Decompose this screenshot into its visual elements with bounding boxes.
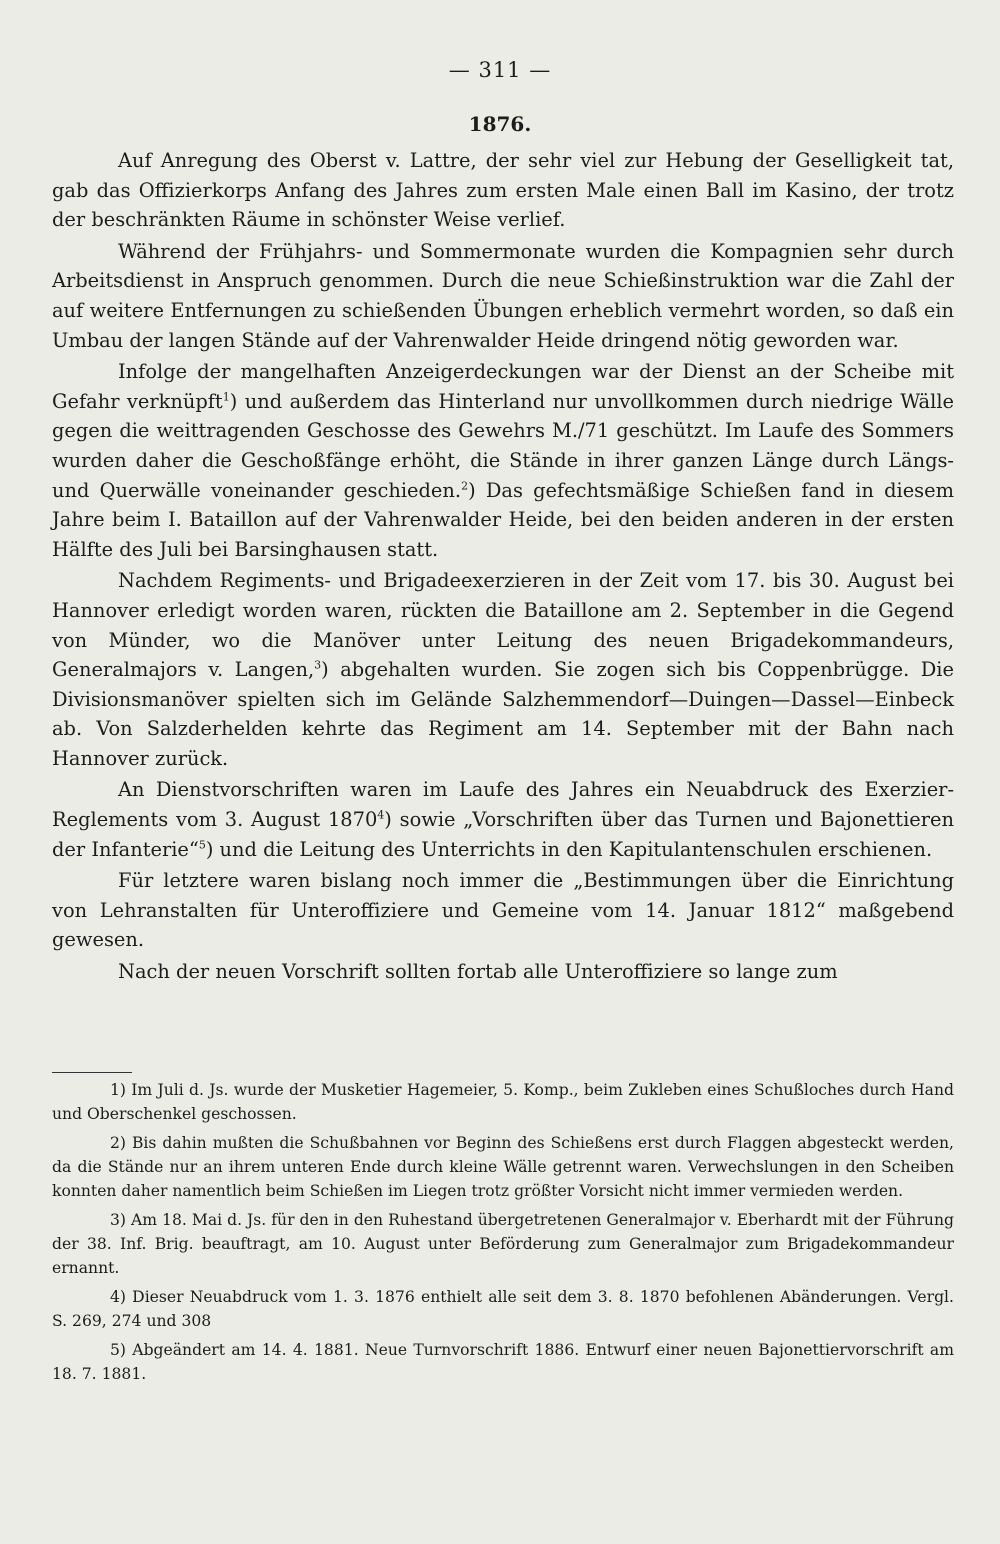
paragraph — [52, 775, 954, 864]
footnote-ref: 5 — [198, 838, 206, 852]
text-run: ) und außerdem das Hinterland nur unvollkommen durch niedrige Wälle gegen die weittragenden Geschosse des Gewehrs M./71 geschützt. Im Laufe des Sommers wurden daher die Geschoßfänge erhöht, die Stände in ihrer ganzen Länge durch Längs- und Querwälle voneinander geschieden. — [52, 389, 954, 502]
footnote: 3) Am 18. Mai d. Js. für den in den Ruhestand übergetretenen Generalmajor v. Eberhardt mit der Führung der 38. Inf. Brig. beauftragt, am 10. August unter Beförderung zum Generalmajor zum Brigadekommandeur ernannt. — [52, 1211, 954, 1277]
text-run: ) sowie „Vorschriften über das Turnen und Bajonettieren der Infanterie“ — [52, 808, 954, 861]
paragraph: Für letztere waren bislang noch immer die „Bestimmungen über die Einrichtung von Lehranstalten für Unteroffiziere und Gemeine vom 14. Januar 1812“ maßgebend gewesen. — [52, 869, 954, 952]
text-run: An Dienstvorschriften waren im Laufe des Jahres ein Neuabdruck des Exerzier-Reglements vom 3. August 1870 — [52, 778, 954, 832]
text-run: ) Das gefechtsmäßige Schießen fand in diesem Jahre beim I. Bataillon auf der Vahrenwalder Heide, bei den beiden anderen in der ersten Hälfte des Juli bei Barsinghausen statt. — [52, 478, 954, 561]
text-run: Infolge der mangelhaften Anzeigerdeckungen war der Dienst an der Scheibe mit Gefahr verknüpft — [52, 360, 954, 413]
main-text — [52, 146, 954, 989]
text-run: ) und die Leitung des Unterrichts in den Kapitulantenschulen erschienen. — [205, 837, 933, 861]
footnote-ref: 3 — [314, 658, 322, 672]
footnote-ref: 1 — [222, 390, 230, 404]
footnote-ref: 4 — [377, 808, 385, 822]
text-run: ) abgehalten wurden. Sie zogen sich bis Coppenbrügge. Die Divisionsmanöver spielten sich im Gelände Salzhemmendorf—Duingen—Dassel—Einbeck ab. Von Salzderhelden kehrte das Regiment am 14. September mit der Bahn nach Hannover zurück. — [52, 658, 954, 770]
section-year-heading: 1876. — [468, 112, 532, 136]
paragraph — [52, 357, 954, 564]
footnote: 2) Bis dahin mußten die Schußbahnen vor Beginn des Schießens erst durch Flaggen abgesteckt werden, da die Stände nur an ihrem unteren Ende durch kleine Wälle getrennt waren. Verwechslungen in den Scheiben konnten daher namentlich beim Schießen im Liegen trotz größter Vorsicht nicht immer vermieden werden. — [52, 1134, 954, 1200]
page-number: — 311 — — [448, 58, 552, 82]
paragraph: Nach der neuen Vorschrift sollten fortab alle Unteroffiziere so lange zum — [118, 960, 838, 984]
paragraph: Während der Frühjahrs- und Sommermonate wurden die Kompagnien sehr durch Arbeitsdienst in Anspruch genommen. Durch die neue Schießinstruktion war die Zahl der auf weitere Entfernungen zu schießenden Übungen erheblich vermehrt worden, so daß ein Umbau der langen Stände auf der Vahrenwalder Heide dringend nötig geworden war. — [52, 239, 954, 352]
footnote: 1) Im Juli d. Js. wurde der Musketier Hagemeier, 5. Komp., beim Zukleben eines Schußloches durch Hand und Oberschenkel geschossen. — [52, 1081, 954, 1123]
paragraph — [52, 566, 954, 773]
footnote-ref: 2 — [461, 479, 469, 493]
footnotes — [52, 1078, 954, 1391]
paragraph: Auf Anregung des Oberst v. Lattre, der sehr viel zur Hebung der Geselligkeit tat, gab das Offizierkorps Anfang des Jahres zum ersten Male einen Ball im Kasino, der trotz der beschränkten Räume in schönster Weise verlief. — [52, 149, 954, 232]
text-run: Nachdem Regiments- und Brigadeexerzieren in der Zeit vom 17. bis 30. August bei Hannover erledigt worden waren, rückten die Bataillone am 2. September in die Gegend von Münder, wo die Manöver unter Leitung des neuen Brigadekommandeurs, Generalmajors v. Langen, — [52, 569, 954, 682]
footnote: 5) Abgeändert am 14. 4. 1881. Neue Turnvorschrift 1886. Entwurf einer neuen Bajonettiervorschrift am 18. 7. 1881. — [52, 1341, 954, 1383]
footnote: 4) Dieser Neuabdruck vom 1. 3. 1876 enthielt alle seit dem 3. 8. 1870 befohlenen Abänderungen. Vergl. S. 269, 274 und 308 — [52, 1288, 954, 1330]
footnote-divider — [52, 1072, 132, 1073]
